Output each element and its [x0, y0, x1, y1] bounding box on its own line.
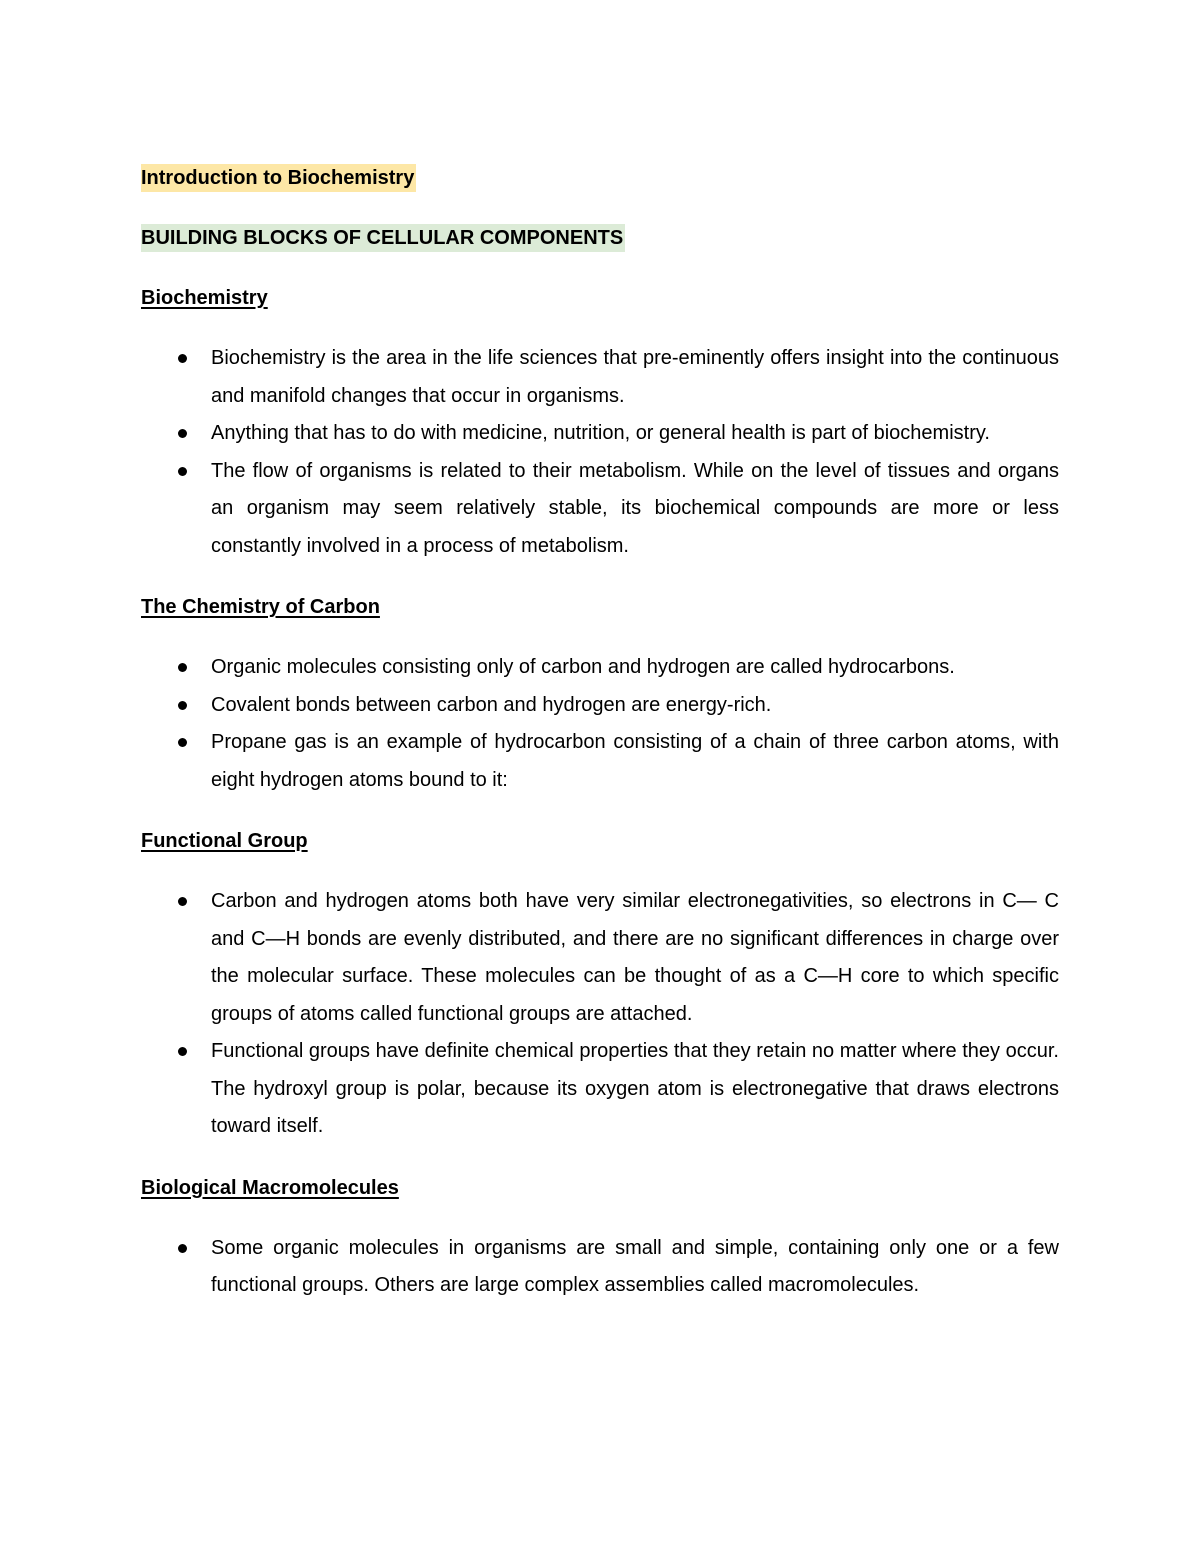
section-heading: The Chemistry of Carbon — [141, 596, 380, 618]
bullet-icon — [178, 1244, 187, 1253]
bullet-list — [141, 883, 1059, 1146]
bullet-text: Functional groups have definite chemical properties that they retain no matter where they occur. The hydroxyl group is polar, because its oxygen atom is electronegative that draws electrons toward itself. — [211, 1040, 1059, 1137]
section-heading: Biological Macromolecules — [141, 1176, 399, 1199]
document-page — [141, 160, 1059, 1329]
bullet-item — [141, 724, 1059, 799]
bullet-icon — [178, 663, 187, 672]
document-subtitle-text: BUILDING BLOCKS OF CELLULAR COMPONENTS — [141, 224, 625, 252]
document-title-text: Introduction to Biochemistry — [141, 164, 416, 192]
bullet-list — [141, 1230, 1059, 1305]
bullet-item — [141, 687, 1059, 725]
bullet-text: Carbon and hydrogen atoms both have very similar electronegativities, so electrons in C— C and C—H bonds are evenly distributed, and there are no significant differences in charge over the molecular surface. These molecules can be thought of as a C—H core to which specific groups of atoms called functional groups are attached. — [211, 890, 1059, 1025]
bullet-icon — [178, 467, 187, 476]
section-heading: Biochemistry — [141, 287, 268, 309]
section-biochemistry — [141, 280, 1059, 565]
bullet-item — [141, 453, 1059, 566]
bullet-text: Some organic molecules in organisms are small and simple, containing only one or a few functional groups. Others are large complex assemblies called macromolecules. — [211, 1236, 1059, 1296]
bullet-icon — [178, 429, 187, 438]
bullet-icon — [178, 1047, 187, 1056]
bullet-text: Anything that has to do with medicine, nutrition, or general health is part of biochemistry. — [211, 422, 990, 444]
bullet-text: Organic molecules consisting only of carbon and hydrogen are called hydrocarbons. — [211, 656, 955, 678]
bullet-icon — [178, 354, 187, 363]
bullet-item — [141, 1230, 1059, 1305]
bullet-item — [141, 883, 1059, 1033]
document-title — [141, 160, 1059, 196]
section-biological-macromolecules — [141, 1170, 1059, 1305]
bullet-item — [141, 415, 1059, 453]
bullet-text: Propane gas is an example of hydrocarbon consisting of a chain of three carbon atoms, with eight hydrogen atoms bound to it: — [211, 731, 1059, 791]
bullet-item — [141, 649, 1059, 687]
document-subtitle — [141, 220, 1059, 256]
bullet-text: Biochemistry is the area in the life sciences that pre-eminently offers insight into the continuous and manifold changes that occur in organisms. — [211, 347, 1059, 407]
bullet-text: The flow of organisms is related to their metabolism. While on the level of tissues and organs an organism may seem relatively stable, its biochemical compounds are more or less constantly involved in a process of metabolism. — [211, 459, 1059, 557]
section-heading: Functional Group — [141, 830, 308, 852]
bullet-item — [141, 1033, 1059, 1146]
section-chemistry-of-carbon — [141, 589, 1059, 799]
bullet-icon — [178, 701, 187, 710]
bullet-item — [141, 340, 1059, 415]
bullet-list — [141, 340, 1059, 565]
bullet-list — [141, 649, 1059, 799]
section-functional-group — [141, 823, 1059, 1146]
bullet-icon — [178, 897, 187, 906]
bullet-text: Covalent bonds between carbon and hydrogen are energy-rich. — [211, 693, 772, 716]
bullet-icon — [178, 738, 187, 747]
